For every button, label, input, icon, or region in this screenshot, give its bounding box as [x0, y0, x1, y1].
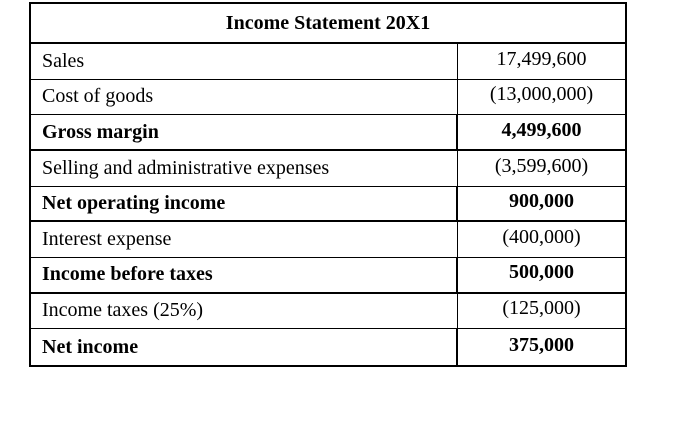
- row-value: [458, 80, 625, 116]
- row-value: [458, 187, 625, 223]
- row-value-text: (400,000): [502, 226, 581, 249]
- row-value: [458, 44, 625, 80]
- row-value-text: (3,599,600): [494, 154, 589, 177]
- row-label: Income taxes (25%): [31, 294, 458, 330]
- row-value: [458, 294, 625, 330]
- row-value: [458, 222, 625, 258]
- row-label: Gross margin: [31, 115, 458, 151]
- row-label: Cost of goods: [31, 80, 458, 116]
- row-value-text: 500,000: [509, 261, 574, 284]
- row-value: [458, 258, 625, 294]
- row-label: Sales: [31, 44, 458, 80]
- row-value-text: 17,499,600: [496, 47, 587, 70]
- income-statement-table: [29, 2, 627, 367]
- row-label: Net income: [31, 329, 458, 365]
- row-value-text: 375,000: [509, 333, 574, 356]
- row-label: Net operating income: [31, 187, 458, 223]
- row-value-text: 4,499,600: [501, 118, 582, 141]
- row-label: Income before taxes: [31, 258, 458, 294]
- row-value-text: (125,000): [502, 297, 581, 320]
- row-label: Interest expense: [31, 222, 458, 258]
- row-value: [458, 115, 625, 151]
- statement-title: Income Statement 20X1: [31, 4, 625, 44]
- row-value: [458, 329, 625, 365]
- row-value: [458, 151, 625, 187]
- row-value-text: (13,000,000): [489, 83, 594, 106]
- row-value-text: 900,000: [509, 189, 574, 212]
- row-label: Selling and administrative expenses: [31, 151, 458, 187]
